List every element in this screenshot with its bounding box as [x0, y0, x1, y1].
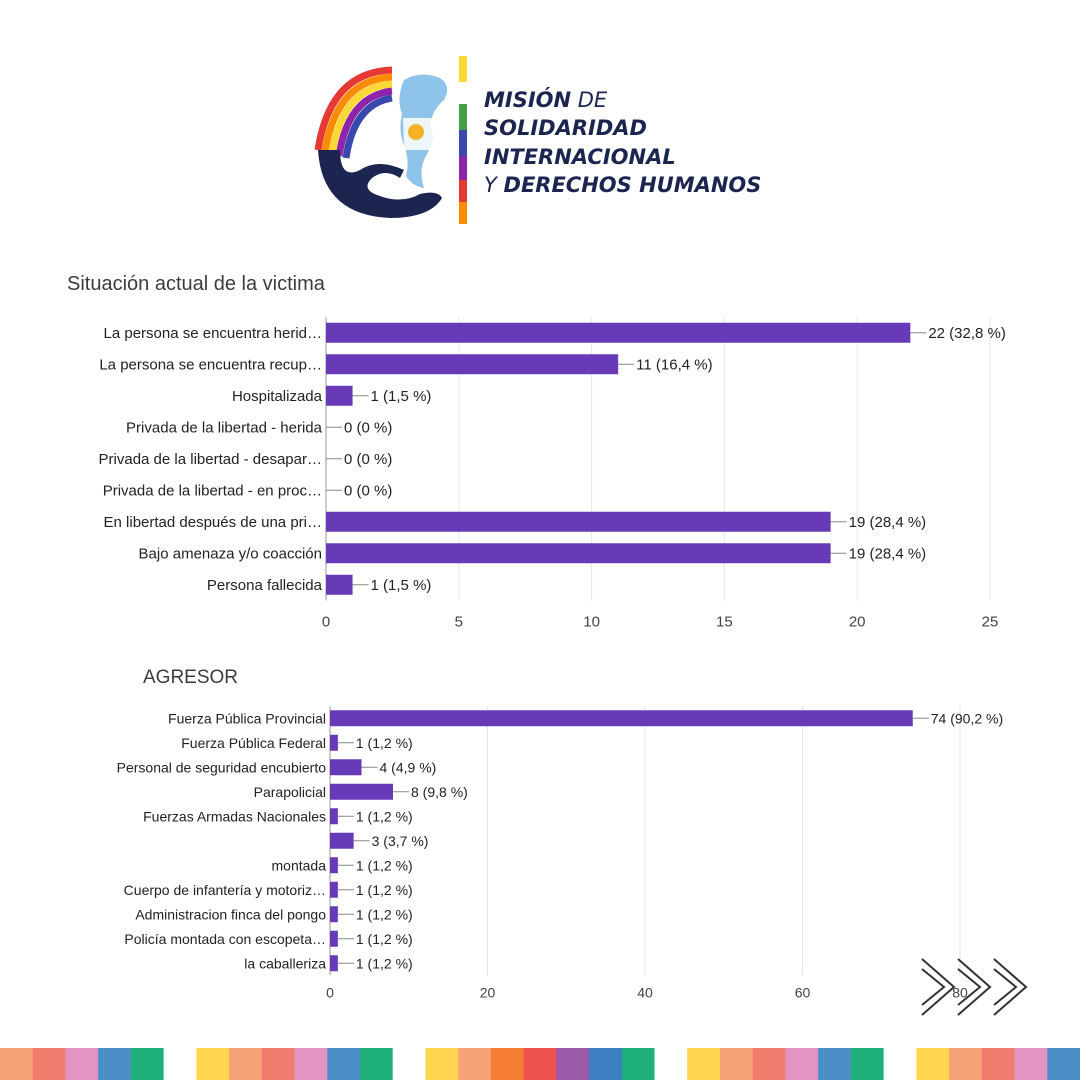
- data-label: 1 (1,5 %): [370, 388, 432, 406]
- data-label: 3 (3,7 %): [371, 832, 429, 849]
- bar: [330, 784, 393, 800]
- bar: [330, 906, 338, 922]
- strip-tile: [622, 1048, 655, 1080]
- bar: [330, 857, 338, 873]
- x-tick-label: 10: [583, 613, 600, 631]
- strip-tile: [785, 1048, 818, 1080]
- brand-line-1: MISIÓN DE: [484, 88, 608, 112]
- bar: [326, 323, 910, 343]
- strip-tile: [327, 1048, 360, 1080]
- category-label: Fuerzas Armadas Nacionales: [143, 808, 326, 825]
- strip-tile: [1015, 1048, 1048, 1080]
- header: [0, 0, 1080, 240]
- category-label: Bajo amenaza y/o coacción: [138, 545, 322, 563]
- x-tick-label: 0: [321, 613, 331, 631]
- category-label: La persona se encuentra herid…: [103, 325, 322, 343]
- category-label: Privada de la libertad - en proc…: [102, 482, 322, 500]
- strip-tile: [425, 1048, 458, 1080]
- x-tick-label: 20: [479, 984, 496, 1001]
- data-label: 22 (32,8 %): [928, 325, 1006, 343]
- data-label: 1 (1,2 %): [355, 906, 413, 923]
- category-label: Administracion finca del pongo: [135, 906, 326, 923]
- strip-tile: [98, 1048, 131, 1080]
- data-label: 1 (1,2 %): [355, 955, 413, 972]
- strip-tile: [720, 1048, 753, 1080]
- strip-tile: [687, 1048, 720, 1080]
- strip-tile: [393, 1048, 426, 1080]
- category-label: Fuerza Pública Provincial: [168, 710, 326, 727]
- data-label: 74 (90,2 %): [930, 710, 1004, 727]
- data-label: 1 (1,2 %): [355, 808, 413, 825]
- strip-tile: [458, 1048, 491, 1080]
- strip-tile: [753, 1048, 786, 1080]
- bar: [326, 512, 831, 532]
- bar: [330, 808, 338, 824]
- x-tick-label: 0: [326, 984, 334, 1001]
- strip-tile: [229, 1048, 262, 1080]
- brand-line-4: Y DERECHOS HUMANOS: [484, 173, 762, 197]
- data-label: 19 (28,4 %): [848, 545, 927, 563]
- strip-tile: [1047, 1048, 1080, 1080]
- color-bar-divider: [459, 56, 469, 226]
- strip-tile: [0, 1048, 33, 1080]
- data-label: 1 (1,2 %): [355, 930, 413, 947]
- strip-tile: [556, 1048, 589, 1080]
- category-label: La persona se encuentra recup…: [99, 356, 322, 374]
- bar: [330, 735, 338, 751]
- data-label: 0 (0 %): [344, 419, 393, 437]
- bar: [326, 575, 353, 595]
- strip-tile: [884, 1048, 917, 1080]
- bar: [330, 710, 913, 726]
- category-label: Fuerza Pública Federal: [181, 734, 326, 751]
- x-tick-label: 20: [848, 613, 866, 631]
- data-label: 1 (1,5 %): [370, 577, 432, 595]
- bar: [326, 354, 618, 374]
- strip-tile: [949, 1048, 982, 1080]
- category-label: En libertad después de una pri…: [103, 514, 322, 532]
- strip-tile: [524, 1048, 557, 1080]
- strip-tile: [33, 1048, 66, 1080]
- data-label: 1 (1,2 %): [355, 857, 413, 874]
- brand-line-3: INTERNACIONAL: [484, 145, 676, 169]
- bar: [330, 759, 362, 775]
- category-label: Privada de la libertad - desapar…: [98, 451, 322, 469]
- bar: [326, 543, 831, 563]
- data-label: 8 (9,8 %): [411, 783, 468, 800]
- bar: [330, 955, 338, 971]
- strip-tile: [295, 1048, 328, 1080]
- data-label: 0 (0 %): [344, 482, 393, 500]
- argentina-hand-logo-icon: [0, 0, 480, 240]
- x-tick-label: 80: [952, 984, 968, 1001]
- data-label: 0 (0 %): [344, 451, 393, 469]
- data-label: 1 (1,2 %): [355, 881, 413, 898]
- strip-tile: [196, 1048, 229, 1080]
- strip-tile: [982, 1048, 1015, 1080]
- strip-tile: [655, 1048, 688, 1080]
- data-label: 11 (16,4 %): [636, 356, 713, 374]
- bar: [330, 833, 354, 849]
- category-label: Parapolicial: [253, 783, 326, 800]
- triple-chevron-right-icon[interactable]: [918, 955, 1038, 1019]
- category-label: Personal de seguridad encubierto: [116, 759, 326, 776]
- category-label: Hospitalizada: [231, 388, 322, 406]
- brand-line-2: SOLIDARIDAD: [484, 116, 647, 140]
- bottom-color-strip: [0, 1048, 1080, 1080]
- strip-tile: [851, 1048, 884, 1080]
- chart-1-title: Situación actual de la victima: [67, 273, 325, 295]
- x-tick-label: 60: [794, 984, 811, 1001]
- category-label: Cuerpo de infantería y motoriz…: [123, 881, 326, 898]
- strip-tile: [491, 1048, 524, 1080]
- data-label: 4 (4,9 %): [379, 759, 437, 776]
- strip-tile: [164, 1048, 197, 1080]
- strip-tile: [589, 1048, 622, 1080]
- x-tick-label: 5: [454, 613, 463, 631]
- strip-tile: [818, 1048, 851, 1080]
- x-tick-label: 40: [637, 984, 653, 1001]
- category-label: montada: [271, 857, 326, 874]
- strip-tile: [360, 1048, 393, 1080]
- x-tick-label: 15: [716, 613, 733, 631]
- category-label: Persona fallecida: [206, 577, 322, 595]
- strip-tile: [131, 1048, 164, 1080]
- category-label: Privada de la libertad - herida: [126, 419, 322, 437]
- chart-2-title: AGRESOR: [143, 667, 239, 688]
- bar: [330, 882, 338, 898]
- chart-victim-situation: [0, 300, 1080, 650]
- strip-tile: [916, 1048, 949, 1080]
- strip-tile: [65, 1048, 98, 1080]
- strip-tile: [262, 1048, 295, 1080]
- bar: [326, 386, 353, 406]
- category-label: la caballeriza: [244, 955, 326, 972]
- x-tick-label: 25: [981, 613, 999, 631]
- bar: [330, 931, 338, 947]
- data-label: 19 (28,4 %): [848, 514, 927, 532]
- data-label: 1 (1,2 %): [355, 734, 413, 751]
- category-label: Policía montada con escopeta…: [124, 930, 326, 947]
